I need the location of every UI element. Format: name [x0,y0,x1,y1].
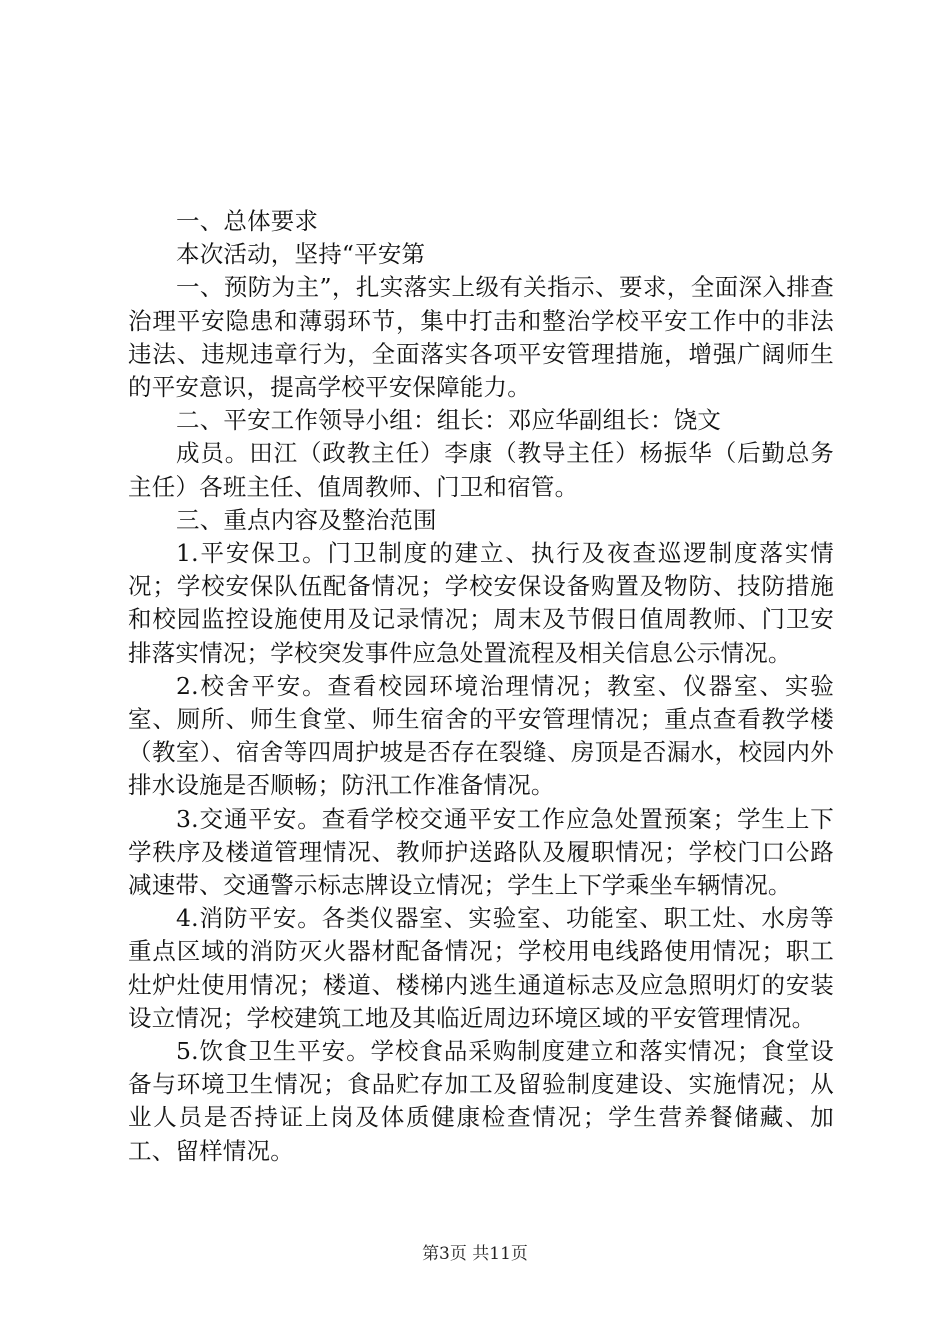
list-item-security: 1.平安保卫。门卫制度的建立、执行及夜查巡逻制度落实情况；学校安保队伍配备情况；学校安保设备购置及物防、技防措施和校园监控设施使用及记录情况；周末及节假日值周教师、门卫安排落实情况；学校突发事件应急处置流程及相关信息公示情况。 [128,539,834,667]
page-number-footer: 第3页 共11页 [422,1244,528,1264]
list-item-fire-safety: 4.消防平安。各类仪器室、实验室、功能室、职工灶、水房等重点区域的消防灭火器材配备情况；学校用电线路使用情况；职工灶炉灶使用情况；楼道、楼梯内逃生通道标志及应急照明灯的安装设立情况；学校建筑工地及其临近周边环境区域的平安管理情况。 [128,904,834,1032]
list-item-food-hygiene: 5.饮食卫生平安。学校食品采购制度建立和落实情况；食堂设备与环境卫生情况；食品贮存加工及留验制度建设、实施情况；从业人员是否持证上岗及体质健康检查情况；学生营养餐储藏、加工、留样情况。 [128,1037,834,1165]
body-paragraph: 一、预防为主”，扎实落实上级有关指示、要求，全面深入排查治理平安隐患和薄弱环节，集中打击和整治学校平安工作中的非法违法、违规违章行为，全面落实各项平安管理措施，增强广阔师生的平安意识，提高学校平安保障能力。 [128,273,834,402]
list-item-school-buildings: 2.校舍平安。查看校园环境治理情况；教室、仪器室、实验室、厕所、师生食堂、师生宿舍的平安管理情况；重点查看教学楼（教室）、宿舍等四周护坡是否存在裂缝、房顶是否漏水，校园内外排水设施是否顺畅；防汛工作准备情况。 [128,671,834,800]
body-paragraph: 成员。田江（政教主任）李康（教导主任）杨振华（后勤总务主任）各班主任、值周教师、门卫和宿管。 [128,439,834,501]
section-heading-key-content: 三、重点内容及整治范围 [176,505,437,534]
list-item-traffic: 3.交通平安。查看学校交通平安工作应急处置预案；学生上下学秩序及楼道管理情况、教师护送路队及履职情况；学校门口公路减速带、交通警示标志牌设立情况；学生上下学乘坐车辆情况。 [128,804,834,900]
section-heading-leadership-group: 二、平安工作领导小组：组长：邓应华副组长：饶文 [176,406,722,435]
document-body [128,205,834,1168]
section-heading-general-requirements: 一、总体要求 [176,207,319,235]
body-paragraph: 本次活动，坚持“平安第 [176,240,426,269]
